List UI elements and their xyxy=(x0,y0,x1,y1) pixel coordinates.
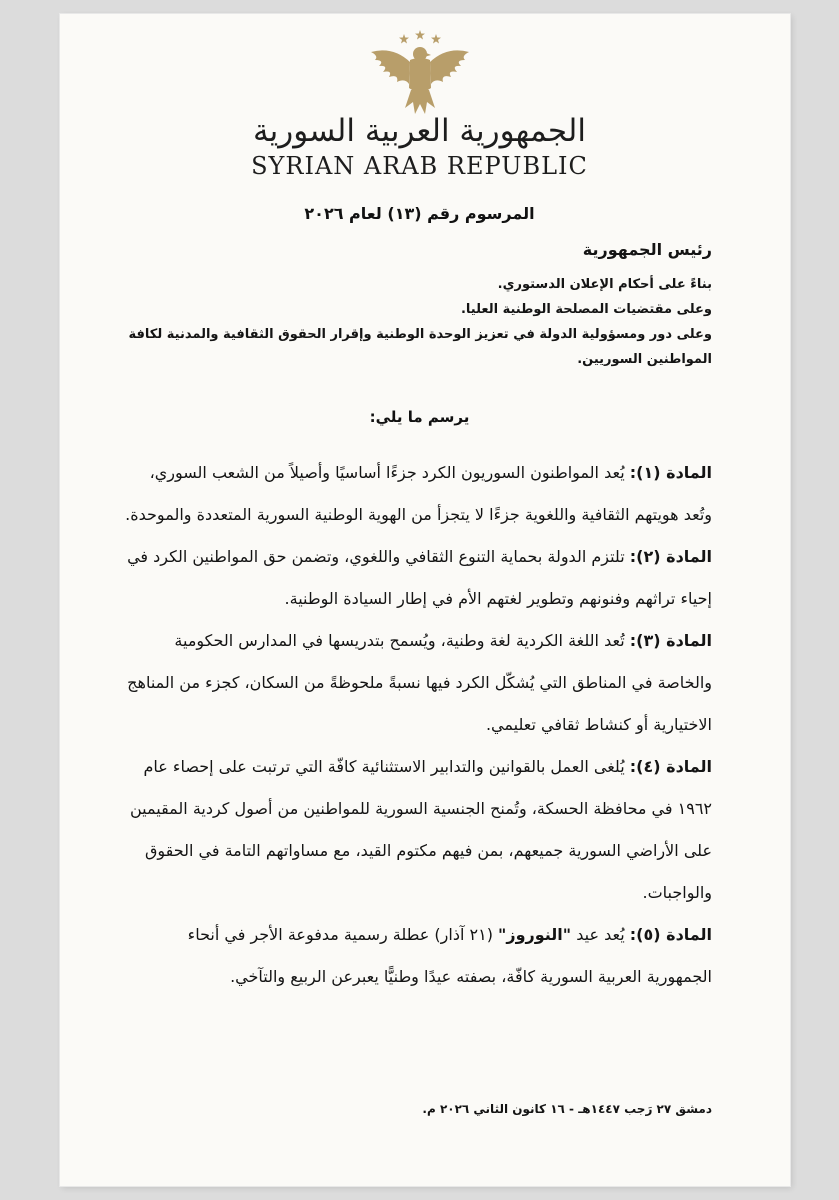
article xyxy=(122,452,712,536)
preamble-line: بناءً على أحكام الإعلان الدستوري. xyxy=(497,277,712,292)
preamble-line: وعلى دور ومسؤولية الدولة في تعزيز الوحدة الوطنية وإقرار الحقوق الثقافية والمدنية لكافة المواطنين السوريين. xyxy=(128,327,712,367)
emblem-header xyxy=(0,30,839,116)
article xyxy=(122,914,712,998)
issuer-heading: رئيس الجمهورية xyxy=(582,240,712,259)
holiday-name: "النوروز" xyxy=(498,925,572,944)
article-text: يُلغى العمل بالقوانين والتدابير الاستثنائية كافّة التي ترتبت على إحصاء عام ١٩٦٢ في محافظة الحسكة، وتُمنح الجنسية السورية للمواطنين من أصول كردية المقيمين على الأراضي السورية جميعهم، بمن فيهم مكتوم القيد، مع مساواتهم التامة في الحقوق والواجبات. xyxy=(129,757,712,902)
article-text: يُعد عيد xyxy=(576,925,625,944)
article-text: تُعد اللغة الكردية لغة وطنية، ويُسمح بتدريسها في المدارس الحكومية والخاصة في المناطق التي يُشكّل الكرد فيها نسبةً ملحوظةً من السكان، كجزء من المناهج الاختيارية أو كنشاط ثقافي تعليمي. xyxy=(127,631,712,734)
article-label: المادة (٣): xyxy=(629,631,712,650)
article xyxy=(122,620,712,746)
country-name-english: SYRIAN ARAB REPUBLIC xyxy=(251,152,588,180)
article xyxy=(122,746,712,914)
decrees-heading: يرسم ما يلي: xyxy=(369,408,470,426)
article-label: المادة (٤): xyxy=(629,757,712,776)
eagle-emblem-icon xyxy=(365,30,475,116)
article-text: تلتزم الدولة بحماية التنوع الثقافي واللغوي، وتضمن حق المواطنين الكرد في إحياء تراثهم وفنونهم وتطوير لغتهم الأم في إطار السيادة الوطنية. xyxy=(127,547,712,608)
articles xyxy=(122,452,712,998)
preamble xyxy=(122,272,712,372)
signoff-date: دمشق ٢٧ رَجب ١٤٤٧هـ - ١٦ كانون الثاني ٢٠٢٦ م. xyxy=(422,1102,712,1116)
article-label: المادة (٢): xyxy=(629,547,712,566)
country-name-arabic: الجمهورية العربية السورية xyxy=(253,113,586,149)
article-text: (٢١ آذار) عطلة رسمية مدفوعة الأجر في أنحاء الجمهورية العربية السورية كافّة، بصفته عيدًا وطنيًّا يعبرعن الربيع والتآخي. xyxy=(187,925,712,986)
article-text: يُعد المواطنون السوريون الكرد جزءًا أساسيًا وأصيلاً من الشعب السوري، وتُعد هويتهم الثقافية واللغوية جزءًا لا يتجزأ من الهوية الوطنية السورية المتعددة والموحدة. xyxy=(125,463,712,524)
decree-title: المرسوم رقم (١٣) لعام ٢٠٢٦ xyxy=(304,204,535,223)
article-label: المادة (١): xyxy=(629,463,712,482)
preamble-line: وعلى مقتضيات المصلحة الوطنية العليا. xyxy=(460,302,712,317)
article xyxy=(122,536,712,620)
article-label: المادة (٥): xyxy=(629,925,712,944)
